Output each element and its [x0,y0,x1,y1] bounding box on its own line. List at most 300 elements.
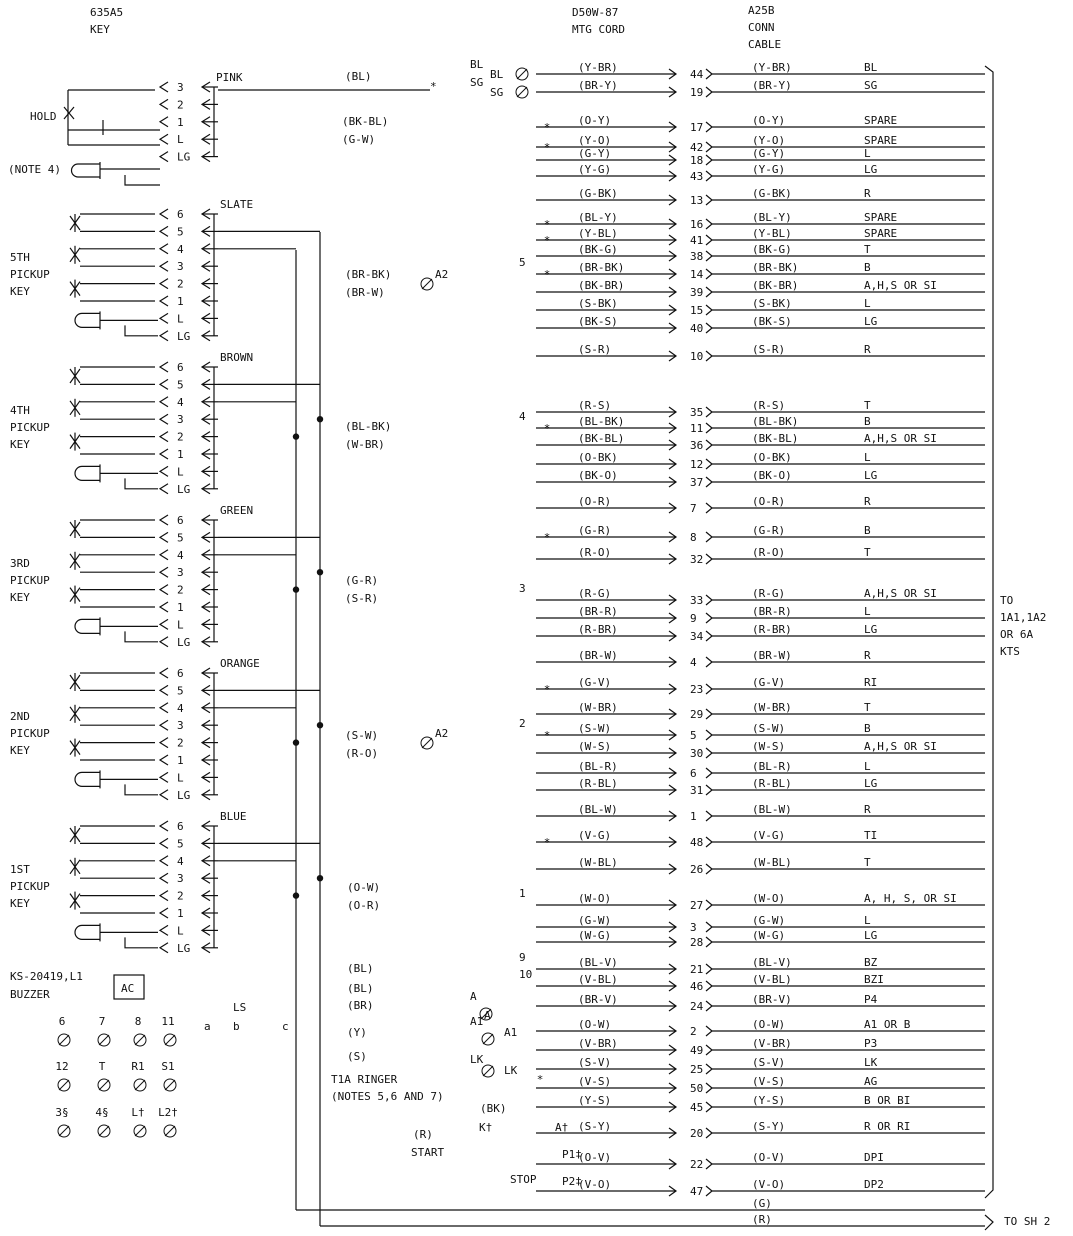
cord-color: (BL-W) [578,803,618,816]
cable-chevron [706,1064,712,1074]
key-title: 4TH [10,403,30,417]
cable-pin: 10 [690,350,704,363]
key-pin-label: 1 [177,115,184,129]
cable-pin: 43 [690,170,704,183]
lamp-wire [125,478,158,488]
buzzer-wire-label: (BL) [347,962,374,975]
cable-pin: 13 [690,194,704,207]
cable-chevron [706,981,712,991]
cable-color: (R-BR) [752,623,792,636]
cable-color: (BK-O) [752,469,792,482]
key-pin-label: 3 [177,719,184,733]
lamp-wire [125,784,158,794]
pickup-number: 3 [519,582,526,595]
lamp-wire [125,175,160,185]
cable-chevron [706,532,712,542]
cable-header: CABLE [748,38,782,51]
inner-wire-label: (BR-W) [345,286,385,299]
cable-function: B OR BI [864,1094,911,1107]
key-title: PICKUP [10,573,50,587]
key-pin-label: 2 [177,430,184,444]
junction-dot [293,739,299,745]
cable-color: (BR-R) [752,605,792,618]
cable-pin: 32 [690,553,704,566]
cable-pin: 46 [690,980,704,993]
star-mark: * [430,80,437,93]
star-mark: * [543,683,551,696]
terminal-grid-label: 3§ [55,1106,69,1119]
pickup-number: 1 [519,887,526,900]
cord-color: (BR-Y) [578,79,618,92]
cord-color: (S-R) [578,343,612,356]
cable-pin: 47 [690,1185,704,1198]
cable-chevron [706,595,712,605]
row-left-label: P2‡ [562,1175,582,1188]
cable-function: SPARE [864,114,898,127]
terminal-bl [517,69,527,79]
key-pin-label: 4 [177,701,184,715]
key-pin-label: 5 [177,684,184,698]
cord-color: (Y-S) [578,1094,612,1107]
cable-color: (Y-G) [752,163,786,176]
cord-color: (V-BR) [578,1037,618,1050]
pin-chevron [160,397,168,407]
buzzer-box-label: AC [121,982,135,995]
cable-chevron [706,440,712,450]
cable-pin: 11 [690,422,704,435]
cable-color: (BL-R) [752,760,792,773]
cable-color: (G) [752,1197,772,1210]
cable-color: (BL-BK) [752,415,799,428]
cable-color: (Y-BL) [752,227,792,240]
cord-color: (BR-BK) [578,261,625,274]
cord-color: (G-Y) [578,147,612,160]
cable-chevron [706,864,712,874]
junction-dot [293,586,299,592]
junction-dot [317,416,323,422]
cable-chevron [706,477,712,487]
pin-chevron [160,873,168,883]
pin-chevron [160,856,168,866]
key-pin-label: 3 [177,81,184,94]
destination-label: OR 6A [1000,628,1034,641]
cable-color: (S-W) [752,722,786,735]
key-pin-label: 5 [177,225,184,239]
key-title: PICKUP [10,879,50,893]
cable-chevron [706,1083,712,1093]
cable-pin: 29 [690,708,704,721]
cable-function: R [864,495,871,508]
misc-label: STOP [510,1173,537,1186]
cable-chevron [706,351,712,361]
terminal-grid-label: L2† [158,1106,178,1119]
a2-label: A2 [435,268,449,281]
cable-pin: 4 [690,656,697,669]
terminal-grid-label: L† [131,1106,145,1119]
key-header: 635A5 [90,6,124,19]
cable-chevron [706,837,712,847]
cord-color: (W-G) [578,929,612,942]
cable-color: (S-Y) [752,1120,786,1133]
cable-pin: 9 [690,612,697,625]
misc-label: (BK) [480,1102,507,1115]
cable-pin: 28 [690,936,704,949]
cable-pin: 20 [690,1127,704,1140]
pin-chevron [160,152,168,162]
cable-pin: 33 [690,594,704,607]
cord-color: (V-BL) [578,973,618,986]
cable-color: (W-O) [752,892,786,905]
key-pin-label: 3 [177,260,184,274]
cable-color: (W-BL) [752,856,792,869]
key-pin-label: 2 [177,583,184,597]
lamp [75,313,100,327]
cable-function: T [864,243,871,256]
terminal-grid [135,1126,145,1136]
inner-wire-label: (G-R) [345,574,379,587]
pin-chevron [160,209,168,219]
cable-function: R [864,187,871,200]
star-mark: * [543,422,551,435]
pin-chevron [160,637,168,647]
cord-color: (W-S) [578,740,612,753]
star-mark: * [543,729,551,742]
cable-function: R [864,803,871,816]
terminal-a1 [483,1034,493,1044]
star-mark: * [543,121,551,134]
cable-function: B [864,524,871,537]
cable-chevron [706,1102,712,1112]
cable-function: L [864,914,871,927]
cord-color: (S-BK) [578,297,618,310]
cord-color: (G-R) [578,524,612,537]
cable-function: L [864,297,871,310]
key-pin-label: LG [177,329,191,343]
cord-color: (BL-BK) [578,415,625,428]
cable-function: A, H, S, OR SI [864,892,957,905]
misc-label: A† [555,1121,569,1134]
terminal-lk [483,1066,493,1076]
cable-chevron [706,407,712,417]
cord-color: (BL-V) [578,956,618,969]
cord-color: (BK-BR) [578,279,625,292]
key-pin-label: 6 [177,208,184,221]
cord-color: (Y-BL) [578,227,618,240]
key-pin-label: 4 [177,242,184,256]
pin-chevron [160,891,168,901]
cord-color: (BK-BL) [578,432,625,445]
key-title: KEY [10,896,30,910]
cable-color: (BR-W) [752,649,792,662]
key-pin-label: 2 [177,98,184,112]
terminal-grid-label: R1 [131,1060,145,1073]
cord-color: (Y-G) [578,163,612,176]
terminal-grid-label: 7 [98,1015,106,1028]
key-title: KEY [10,437,30,451]
cord-color: (BK-S) [578,315,618,328]
cable-chevron [706,235,712,245]
cable-color: (R-O) [752,546,786,559]
misc-label: START [411,1146,445,1159]
misc-label: (S) [347,1050,367,1063]
junction-dot [317,875,323,881]
cable-pin: 21 [690,963,704,976]
cable-pin: 19 [690,86,704,99]
ls-label: LS [233,1001,247,1014]
key-pin-label: L [177,618,184,632]
cable-chevron [706,305,712,315]
junction-dot [317,569,323,575]
key-pin-label: L [177,133,184,147]
key-pin-label: 6 [177,361,184,374]
lamp-wire [125,325,158,335]
inner-wire-label: (S-R) [345,592,379,605]
hold-x [64,107,74,119]
pin-chevron [160,567,168,577]
cable-function: L [864,760,871,773]
pin-chevron [160,134,168,144]
terminal-label: BL [490,68,504,81]
lamp-wire [125,937,158,947]
cable-function: TI [864,829,878,842]
terminal-grid-label: 12 [55,1060,69,1073]
cable-chevron [706,503,712,513]
cable-color: (Y-BR) [752,61,792,74]
cable-chevron [706,964,712,974]
cord-color: (V-O) [578,1178,612,1191]
cable-color: (BR-V) [752,993,792,1006]
misc-label: (R) [413,1128,433,1141]
cord-header: D50W-87 [572,6,619,19]
row-left-label: A [470,990,477,1003]
cable-function: T [864,399,871,412]
terminal-grid-label: T [98,1060,106,1073]
cord-color: (G-W) [578,914,612,927]
cable-function: A,H,S OR SI [864,432,937,445]
cable-pin: 27 [690,899,704,912]
terminal-grid [99,1126,109,1136]
pickup-number: 4 [519,410,526,423]
star-mark: * [543,141,551,154]
lamp-wire [125,631,158,641]
key-pin-label: LG [177,635,191,649]
key-pin-label: LG [177,150,191,164]
cable-pin: 45 [690,1101,704,1114]
pin-chevron [160,414,168,424]
cable-function: SPARE [864,227,898,240]
key-pin-label: 5 [177,837,184,851]
pin-chevron [160,790,168,800]
cable-color: (W-S) [752,740,786,753]
cord-color: (V-G) [578,829,612,842]
cable-color: (O-Y) [752,114,786,127]
cable-color: (G-BK) [752,187,792,200]
pin-chevron [160,379,168,389]
pin-chevron [160,99,168,109]
cable-function: A,H,S OR SI [864,279,937,292]
inner-wire-label: (BL-BK) [345,420,392,433]
cable-pin: 6 [690,767,697,780]
terminal-a2 [422,279,432,289]
cable-pin: 23 [690,683,704,696]
cable-header: CONN [748,21,775,34]
misc-label: K† [479,1121,493,1134]
cable-pin: 26 [690,863,704,876]
cable-chevron [706,219,712,229]
destination-label: TO SH 2 [1004,1215,1051,1228]
cable-color: (BL-V) [752,956,792,969]
cable-color: (W-G) [752,929,786,942]
inner-wire-label: (BK-BL) [342,115,389,128]
cable-pin: 14 [690,268,704,281]
pin-chevron [160,925,168,935]
cable-pin: 37 [690,476,704,489]
cable-pin: 5 [690,729,697,742]
key-pin-label: 2 [177,277,184,291]
cable-function: P3 [864,1037,878,1050]
key-title: 5TH [10,250,30,264]
cable-color: (O-R) [752,495,786,508]
cable-pin: 7 [690,502,697,515]
cable-color: (V-S) [752,1075,786,1088]
key-title: PICKUP [10,420,50,434]
terminal-grid [135,1080,145,1090]
pin-chevron [160,532,168,542]
cord-color: (W-BL) [578,856,618,869]
pickup-number: 10 [519,968,533,981]
inner-wire-label: (O-R) [347,899,381,912]
cord-color: (V-S) [578,1075,612,1088]
cable-pin: 48 [690,836,704,849]
junction-dot [293,433,299,439]
pin-chevron [160,484,168,494]
buzzer-wire-label: (BR) [347,999,374,1012]
cable-pin: 40 [690,322,704,335]
key-header: KEY [90,23,110,36]
lamp [75,466,100,480]
cable-color: (G-Y) [752,147,786,160]
terminal-grid [165,1080,175,1090]
cord-color: (G-V) [578,676,612,689]
key-pin-label: L [177,771,184,785]
cable-pin: 41 [690,234,704,247]
ringer-label: (NOTES 5,6 AND 7) [331,1090,444,1103]
row-left-label: SG [470,76,484,89]
cable-chevron [706,730,712,740]
junction-dot [317,722,323,728]
star-mark: * [543,836,551,849]
cord-color: (BR-V) [578,993,618,1006]
row-left-label: A1 [504,1026,518,1039]
cable-color: (Y-S) [752,1094,786,1107]
cable-chevron [706,1045,712,1055]
pin-chevron [160,908,168,918]
inner-wire-label: (S-W) [345,729,379,742]
lamp [75,925,100,939]
cable-color: (V-G) [752,829,786,842]
wire-color-label: BROWN [220,351,254,364]
cable-chevron [706,937,712,947]
key-title: PICKUP [10,726,50,740]
key-title: HOLD [30,110,57,123]
cable-chevron [706,122,712,132]
wire-color-label: GREEN [220,504,254,517]
pin-chevron [160,685,168,695]
cord-color: (O-R) [578,495,612,508]
cable-function: A,H,S OR SI [864,587,937,600]
cable-function: RI [864,676,878,689]
destination-label: TO [1000,594,1014,607]
key-pin-label: LG [177,788,191,802]
cord-color: (BL-Y) [578,211,618,224]
cable-function: A1 OR B [864,1018,911,1031]
cable-color: (R-BL) [752,777,792,790]
cable-chevron [706,69,712,79]
pin-chevron [160,313,168,323]
cable-chevron [706,251,712,261]
inner-wire-label: (W-BR) [345,438,385,451]
cable-pin: 22 [690,1158,704,1171]
key-pin-label: 4 [177,548,184,562]
terminal-grid [99,1035,109,1045]
cord-color: (BK-O) [578,469,618,482]
cable-function: R [864,649,871,662]
cord-color: (Y-BR) [578,61,618,74]
cable-function: A,H,S OR SI [864,740,937,753]
cable-chevron [706,459,712,469]
cable-color: (V-BL) [752,973,792,986]
cable-function: R [864,343,871,356]
pin-chevron [160,943,168,953]
cable-pin: 42 [690,141,704,154]
cable-function: T [864,546,871,559]
cable-function: LG [864,469,878,482]
cable-pin: 16 [690,218,704,231]
cable-chevron [706,785,712,795]
ringer-label: T1A RINGER [331,1073,398,1086]
cable-chevron [706,613,712,623]
wire-color-label: PINK [216,71,243,84]
row-left-label: P1‡ [562,1148,582,1161]
key-title: KEY [10,590,30,604]
row-left-label: LK [504,1064,518,1077]
pickup-number: 9 [519,951,526,964]
key-title: KEY [10,743,30,757]
terminal-grid [59,1035,69,1045]
cable-chevron [706,922,712,932]
terminal-grid-label: 8 [134,1015,142,1028]
key-pin-label: 2 [177,889,184,903]
brace [985,1215,993,1230]
cable-chevron [706,171,712,181]
key-title: 1ST [10,862,30,876]
pin-chevron [160,244,168,254]
cable-chevron [706,554,712,564]
cable-function: LG [864,315,878,328]
key-title: 3RD [10,556,30,570]
a2-label: A2 [435,727,449,740]
cord-color: (O-Y) [578,114,612,127]
cable-chevron [706,768,712,778]
cable-chevron [706,1159,712,1169]
cable-chevron [706,811,712,821]
key-pin-label: L [177,924,184,938]
row-left-label: A1 [470,1015,484,1028]
cord-color: (BL-R) [578,760,618,773]
row-left-label: BL [470,58,484,71]
cable-color: (G-R) [752,524,786,537]
cord-color: (O-BK) [578,451,618,464]
